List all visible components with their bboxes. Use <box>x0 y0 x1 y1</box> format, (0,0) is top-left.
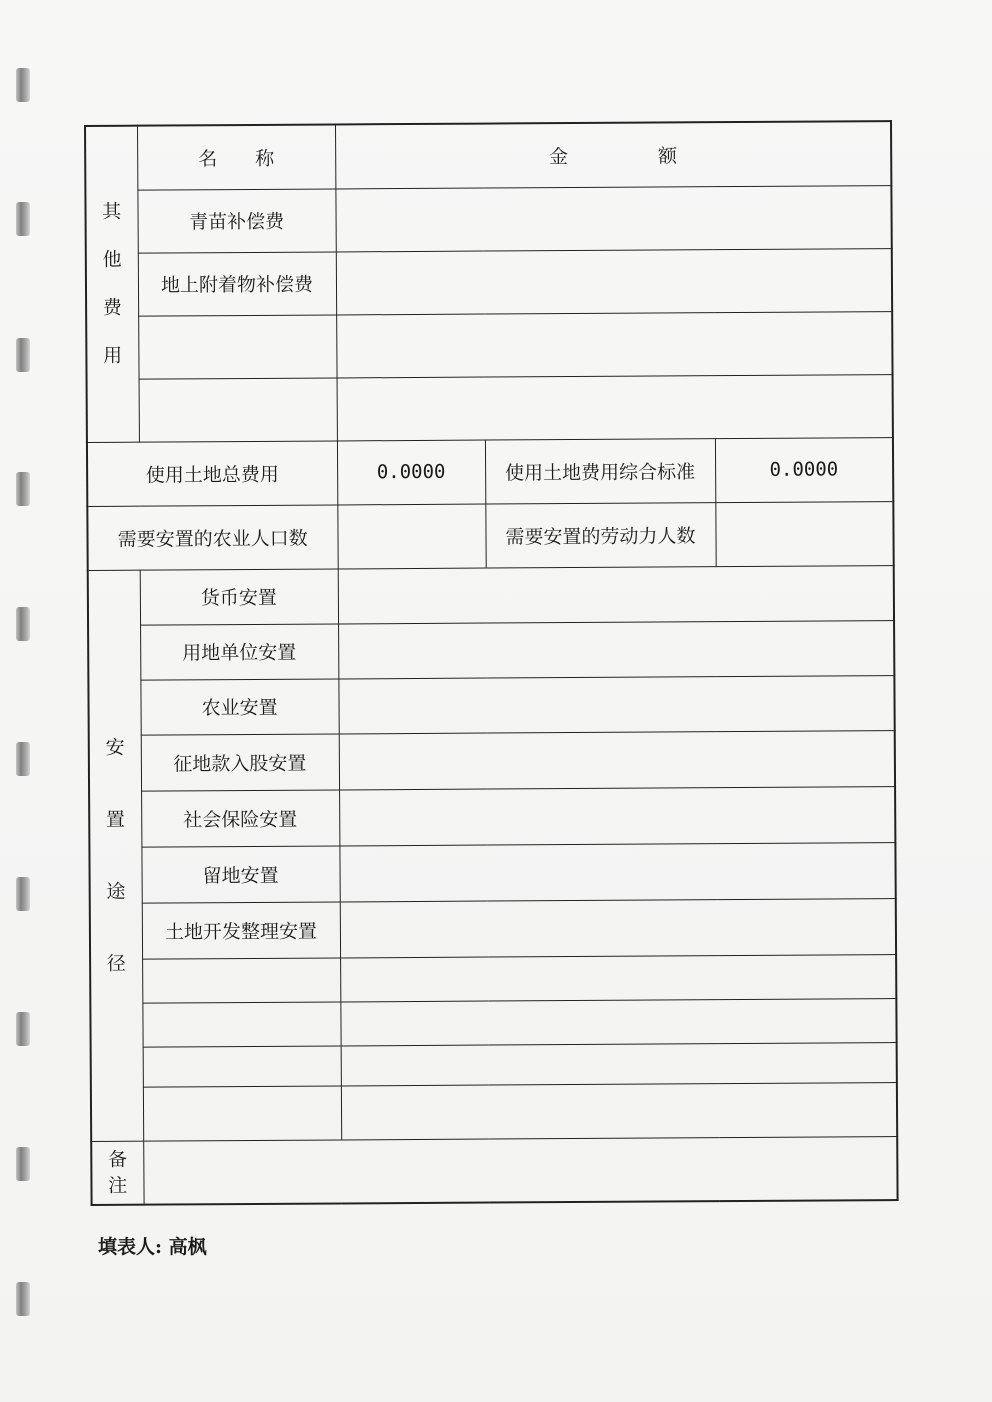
other-fee-name[interactable] <box>138 314 336 378</box>
filler-name: 高枫 <box>168 1236 207 1258</box>
resettlement-row <box>89 786 895 847</box>
filler-label: 填表人: <box>98 1236 163 1258</box>
binder-hole <box>16 338 30 372</box>
other-fee-row <box>86 248 892 316</box>
labor-count-value[interactable] <box>715 501 893 566</box>
total-fee-value[interactable]: 0.0000 <box>337 440 485 505</box>
resettlement-method-name[interactable] <box>142 957 340 1002</box>
resettlement-method-name: 用地单位安置 <box>140 623 338 679</box>
binder-hole <box>16 472 30 506</box>
other-fee-amount[interactable] <box>337 374 893 440</box>
resettlement-method-value[interactable] <box>338 675 894 733</box>
other-fees-header-row <box>85 121 891 190</box>
resettlement-row <box>90 898 896 959</box>
resettlement-method-value[interactable] <box>341 1042 897 1085</box>
form-table <box>84 120 899 1206</box>
other-fee-row <box>86 311 892 379</box>
resettlement-method-name: 留地安置 <box>141 845 339 902</box>
resettlement-method-name[interactable] <box>142 1001 340 1046</box>
land-fee-total-row <box>87 437 893 506</box>
resettlement-row <box>91 1082 897 1141</box>
resettlement-method-value[interactable] <box>338 620 894 678</box>
binder-hole <box>16 742 30 776</box>
resettlement-method-name: 农业安置 <box>140 678 338 734</box>
other-fee-amount[interactable] <box>335 185 891 251</box>
other-fees-group-label: 其 他 费 用 <box>85 126 139 442</box>
labor-count-label: 需要安置的劳动力人数 <box>485 502 715 567</box>
remarks-label: 备 注 <box>91 1141 143 1205</box>
other-fee-row <box>87 374 893 442</box>
farm-population-label: 需要安置的农业人口数 <box>87 504 337 570</box>
binder-hole <box>16 607 30 641</box>
resettlement-row <box>88 675 894 735</box>
binder-hole <box>16 1012 30 1046</box>
resettlement-method-value[interactable] <box>338 565 894 623</box>
standard-fee-label: 使用土地费用综合标准 <box>485 438 715 503</box>
population-row <box>87 501 893 570</box>
resettlement-method-value[interactable] <box>340 998 896 1045</box>
resettlement-method-value[interactable] <box>339 842 895 901</box>
resettlement-method-value[interactable] <box>339 786 895 845</box>
binder-hole <box>16 1147 30 1181</box>
binder-hole <box>16 877 30 911</box>
resettlement-method-name: 货币安置 <box>140 568 338 624</box>
resettlement-method-name: 社会保险安置 <box>141 789 339 846</box>
binder-hole <box>16 202 30 236</box>
resettlement-group-label: 安 置 途 径 <box>88 570 143 1141</box>
resettlement-method-value[interactable] <box>340 898 896 957</box>
resettlement-method-name: 土地开发整理安置 <box>142 901 340 958</box>
binder-hole <box>16 1282 30 1316</box>
resettlement-row <box>88 565 894 625</box>
land-fee-form <box>84 120 897 1206</box>
other-fee-name: 地上附着物补偿费 <box>138 251 336 315</box>
resettlement-row <box>91 1042 897 1087</box>
resettlement-method-name: 征地款入股安置 <box>141 733 339 790</box>
amount-column-header: 金额 <box>335 121 891 188</box>
resettlement-method-name[interactable] <box>143 1085 341 1140</box>
other-fee-amount[interactable] <box>336 311 892 377</box>
resettlement-row <box>89 730 895 791</box>
total-fee-label: 使用土地总费用 <box>87 440 337 506</box>
remarks-row <box>91 1136 897 1205</box>
other-fee-name: 青苗补偿费 <box>137 188 335 252</box>
other-fee-amount[interactable] <box>336 248 892 314</box>
resettlement-method-value[interactable] <box>339 730 895 789</box>
resettlement-row <box>88 620 894 680</box>
binder-hole <box>16 68 30 102</box>
name-column-header: 名称 <box>137 124 335 189</box>
resettlement-row <box>90 998 896 1047</box>
form-filler <box>98 1232 207 1259</box>
resettlement-row <box>90 954 896 1003</box>
resettlement-row <box>89 842 895 903</box>
resettlement-method-value[interactable] <box>341 1082 897 1139</box>
standard-fee-value[interactable]: 0.0000 <box>715 437 893 502</box>
resettlement-method-value[interactable] <box>340 954 896 1001</box>
resettlement-method-name[interactable] <box>143 1045 341 1086</box>
farm-population-value[interactable] <box>337 504 485 569</box>
remarks-value[interactable] <box>143 1136 897 1205</box>
other-fee-name[interactable] <box>139 377 337 441</box>
other-fee-row <box>85 185 891 253</box>
